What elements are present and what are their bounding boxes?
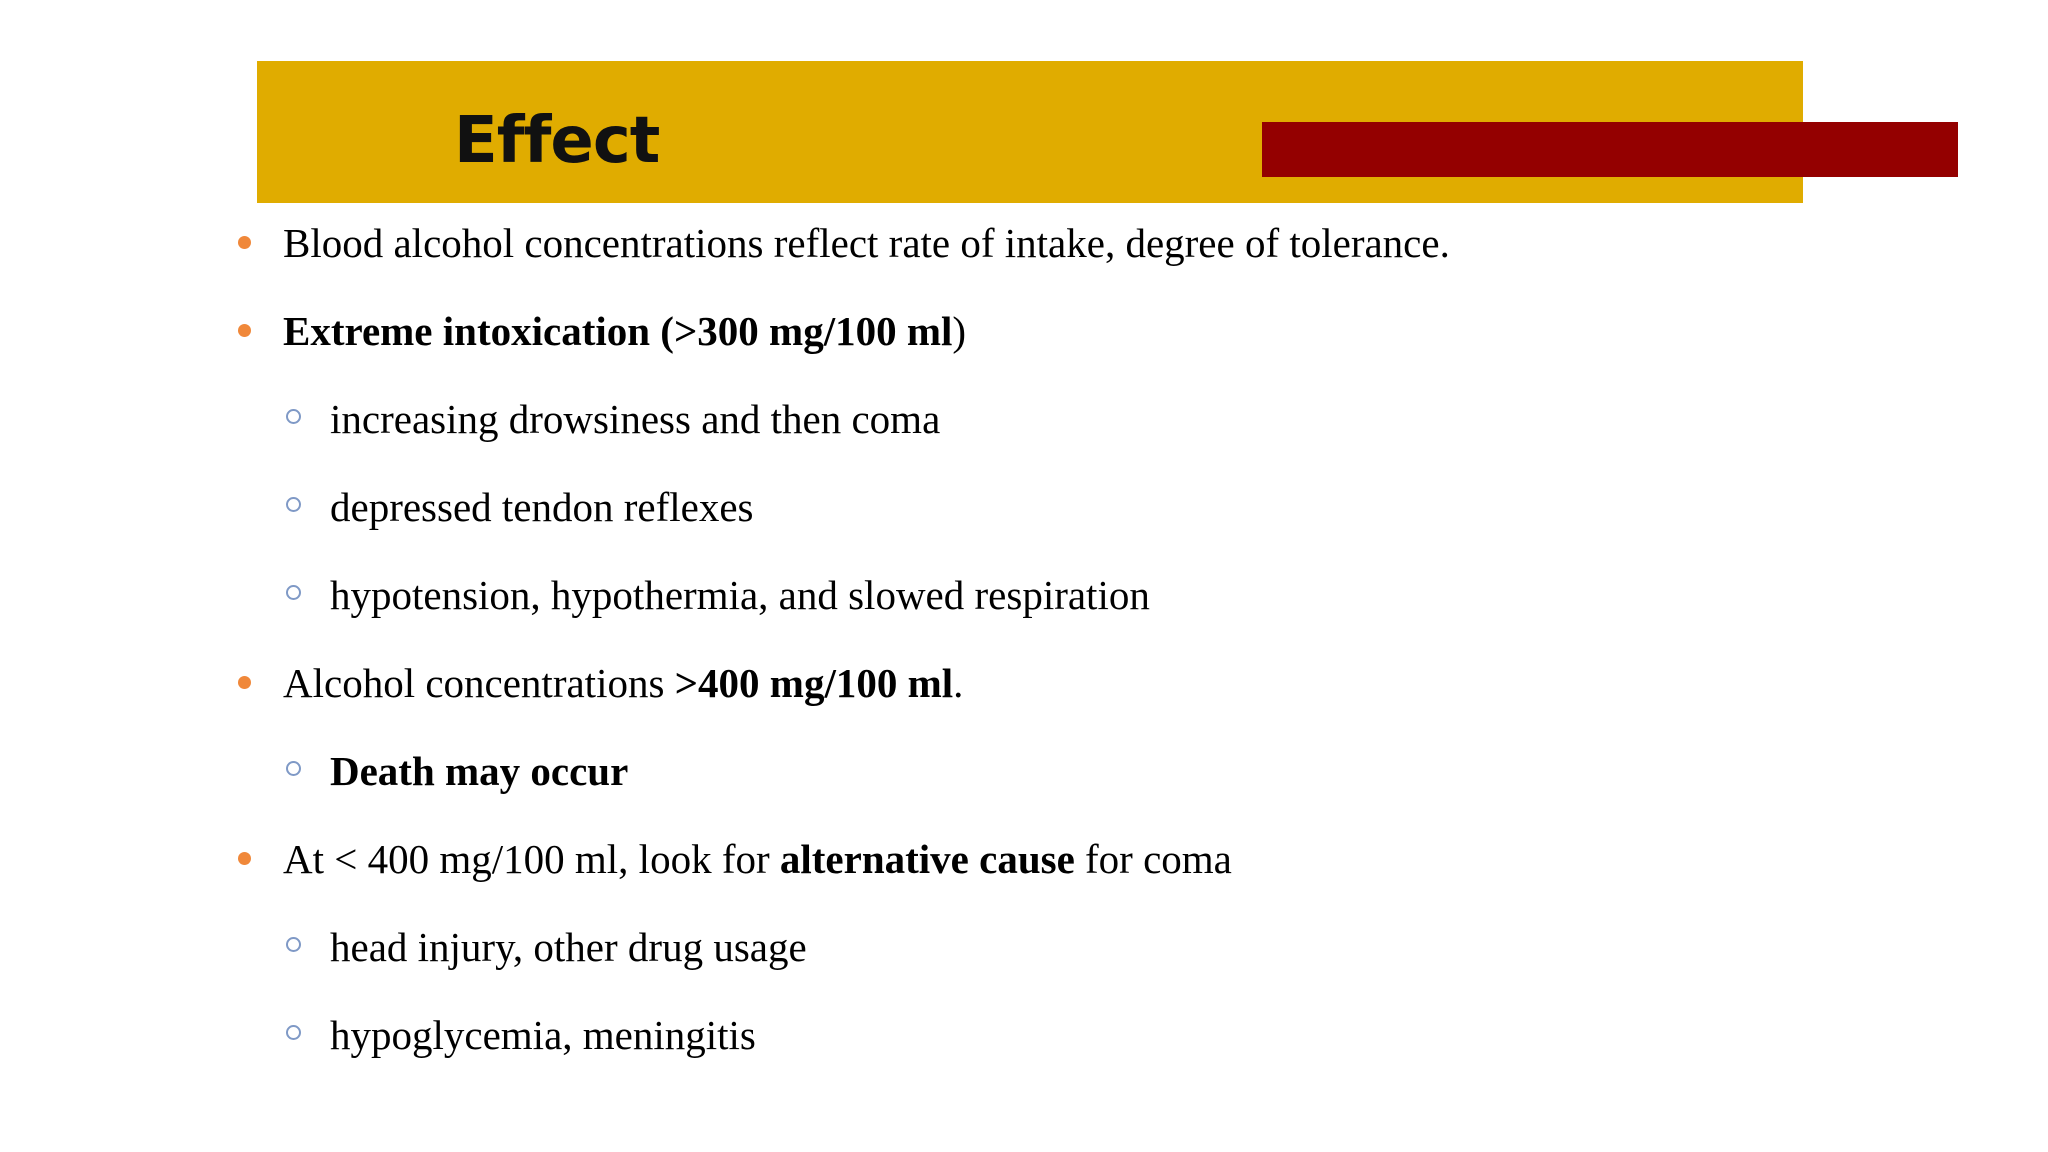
sub-bullet-ring-icon — [286, 497, 301, 512]
sub-bullet-text: hypotension, hypothermia, and slowed respiration — [330, 572, 1150, 618]
accent-bar — [1262, 122, 1958, 177]
sub-bullet-ring-icon — [286, 937, 301, 952]
bullet-text: At < 400 mg/100 ml, look for — [283, 836, 780, 882]
bullet-dot-icon — [238, 852, 251, 865]
bullet-bold-text: >400 mg/100 ml — [674, 660, 954, 706]
sub-bullet-ring-icon — [286, 1025, 301, 1040]
sub-bullet-ring-icon — [286, 761, 301, 776]
sub-bullet-text: increasing drowsiness and then coma — [330, 396, 941, 442]
sub-bullet-bold-text: Death may occur — [330, 748, 629, 794]
slide-title: Effect — [454, 104, 660, 178]
sub-bullet-ring-icon — [286, 409, 301, 424]
bullet-dot-icon — [238, 676, 251, 689]
sub-bullet-text: hypoglycemia, meningitis — [330, 1012, 756, 1058]
bullet-dot-icon — [238, 236, 251, 249]
sub-bullet-ring-icon — [286, 585, 301, 600]
bullet-text: . — [953, 660, 964, 706]
bullet-bold-text: alternative cause — [779, 836, 1075, 882]
bullet-dot-icon — [238, 324, 251, 337]
bullet-bold-text: Extreme intoxication (>300 mg/100 ml — [283, 308, 953, 354]
bullet-text: Blood alcohol concentrations reflect rate of intake, degree of tolerance. — [283, 220, 1450, 266]
sub-bullet-text: depressed tendon reflexes — [330, 484, 754, 530]
bullet-text: ) — [952, 308, 967, 354]
sub-bullet-text: head injury, other drug usage — [330, 924, 807, 970]
bullet-text: Alcohol concentrations — [283, 660, 675, 706]
bullet-text: for coma — [1074, 836, 1232, 882]
